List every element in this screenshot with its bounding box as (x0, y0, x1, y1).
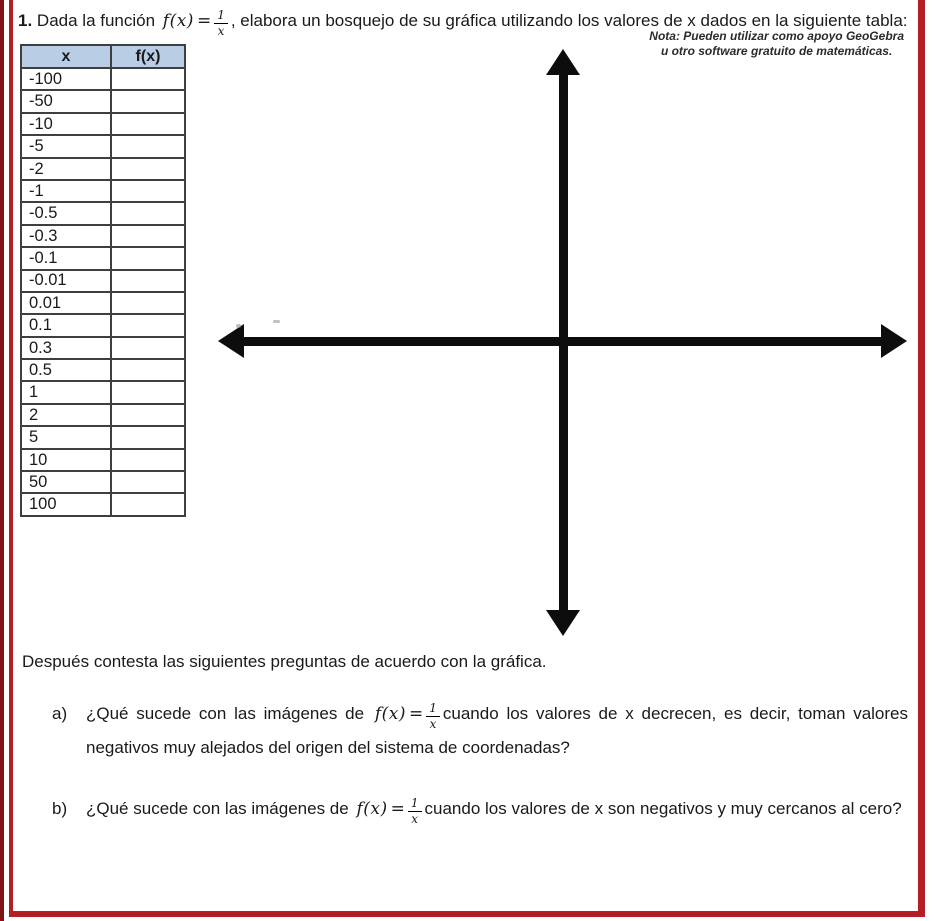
note-line-2: u otro software gratuito de matemáticas. (660, 44, 893, 58)
x-value-cell: 10 (21, 449, 111, 471)
question-b-after: cuando los valores de x son negativos y muy cercanos al cero? (424, 799, 902, 818)
table-row (21, 180, 185, 202)
x-value-cell: 5 (21, 426, 111, 448)
header-fx: f(x) (111, 45, 185, 68)
question-a-before: ¿Qué sucede con las imágenes de (86, 704, 365, 723)
values-table (20, 44, 186, 517)
x-value-cell: 100 (21, 493, 111, 515)
question-a (52, 697, 908, 764)
followup-instruction: Después contesta las siguientes preguntas de acuerdo con la gráfica. (22, 652, 547, 671)
table-row (21, 359, 185, 381)
fx-empty-cell (111, 381, 185, 403)
fraction-denominator: x (217, 24, 225, 38)
fx-empty-cell (111, 359, 185, 381)
problem-number: 1. (18, 11, 33, 30)
table-row (21, 404, 185, 426)
fx-empty-cell (111, 449, 185, 471)
math-fraction (408, 797, 422, 825)
fx-empty-cell (111, 225, 185, 247)
fx-empty-cell (111, 180, 185, 202)
x-value-cell: 1 (21, 381, 111, 403)
fx-empty-cell (111, 135, 185, 157)
x-value-cell: 0.5 (21, 359, 111, 381)
table-row (21, 292, 185, 314)
math-equals: = (390, 799, 405, 819)
fx-empty-cell (111, 202, 185, 224)
table-row (21, 337, 185, 359)
x-value-cell: -0.3 (21, 225, 111, 247)
x-value-cell: 0.1 (21, 314, 111, 336)
table-row (21, 449, 185, 471)
math-expression (374, 701, 440, 731)
table-row (21, 270, 185, 292)
table-row (21, 314, 185, 336)
math-fx: f(x) (374, 704, 406, 724)
values-table-header (21, 45, 185, 68)
table-row (21, 68, 185, 90)
question-b-label: b) (52, 799, 68, 818)
table-row (21, 493, 185, 515)
math-fraction (426, 702, 440, 730)
table-row (21, 113, 185, 135)
fraction-denominator: x (429, 717, 437, 731)
note-line-1: Nota: Pueden utilizar como apoyo GeoGebra (649, 29, 904, 43)
question-b-before: ¿Qué sucede con las imágenes de (86, 799, 349, 818)
fx-empty-cell (111, 337, 185, 359)
x-value-cell: -5 (21, 135, 111, 157)
math-equals: = (409, 704, 424, 724)
x-value-cell: 0.01 (21, 292, 111, 314)
header-x: x (21, 45, 111, 68)
table-row (21, 247, 185, 269)
x-table-body (21, 68, 185, 516)
table-row (21, 426, 185, 448)
x-value-cell: 0.3 (21, 337, 111, 359)
fx-empty-cell (111, 270, 185, 292)
fx-empty-cell (111, 90, 185, 112)
x-value-cell: 2 (21, 404, 111, 426)
fraction-numerator: 1 (214, 9, 228, 24)
scan-artifact (273, 320, 280, 323)
problem-intro-after: , elabora un bosquejo de su gráfica utilizando los valores de x dados en la siguiente tabla: (230, 11, 908, 30)
table-row (21, 471, 185, 493)
fx-empty-cell (111, 404, 185, 426)
problem-intro-before: Dada la función (36, 11, 156, 30)
note-block (649, 29, 904, 59)
question-a-label: a) (52, 704, 68, 723)
math-fx: f(x) (356, 799, 388, 819)
fx-empty-cell (111, 247, 185, 269)
table-row (21, 135, 185, 157)
fx-empty-cell (111, 493, 185, 515)
table-row (21, 90, 185, 112)
x-value-cell: -2 (21, 158, 111, 180)
x-value-cell: -1 (21, 180, 111, 202)
x-value-cell: -50 (21, 90, 111, 112)
table-row (21, 158, 185, 180)
fraction-numerator: 1 (408, 797, 422, 812)
x-value-cell: -0.01 (21, 270, 111, 292)
math-equals: = (196, 11, 212, 31)
y-axis-up-arrow-icon (546, 49, 580, 75)
fx-empty-cell (111, 68, 185, 90)
math-fx: f(x) (162, 11, 194, 31)
table-header-row (21, 45, 185, 68)
x-value-cell: -10 (21, 113, 111, 135)
table-row (21, 202, 185, 224)
fx-empty-cell (111, 113, 185, 135)
scan-artifact (236, 324, 241, 328)
fraction-numerator: 1 (426, 702, 440, 717)
math-fraction (214, 9, 228, 37)
x-value-cell: 50 (21, 471, 111, 493)
x-value-cell: -0.1 (21, 247, 111, 269)
math-expression (162, 8, 228, 38)
x-value-cell: -0.5 (21, 202, 111, 224)
x-axis-line (236, 337, 886, 346)
question-a-after: cuando los valores de x decrecen, es decir, toman valores negativos muy alejados del origen del sistema de coordenadas? (86, 704, 908, 757)
x-axis-right-arrow-icon (881, 324, 907, 358)
fx-empty-cell (111, 471, 185, 493)
fx-empty-cell (111, 426, 185, 448)
x-axis-left-arrow-icon (218, 324, 244, 358)
table-row (21, 381, 185, 403)
math-expression (356, 796, 421, 826)
question-b-text (86, 792, 908, 826)
page-edge-bar (0, 0, 4, 921)
table-row (21, 225, 185, 247)
y-axis-down-arrow-icon (546, 610, 580, 636)
x-value-cell: -100 (21, 68, 111, 90)
question-a-text (86, 697, 908, 764)
question-b (52, 792, 908, 826)
fx-empty-cell (111, 158, 185, 180)
fx-empty-cell (111, 292, 185, 314)
fraction-denominator: x (411, 812, 419, 826)
fx-empty-cell (111, 314, 185, 336)
